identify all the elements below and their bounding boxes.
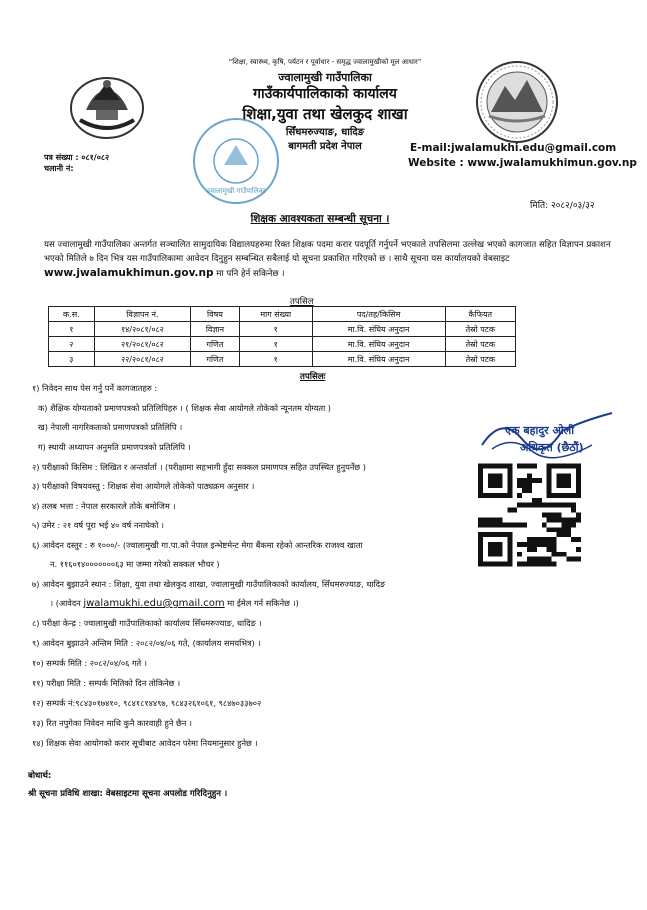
cc-label: बोधार्थ: [28, 771, 52, 781]
col-header: विज्ञापन नं. [94, 307, 190, 322]
term-item: २) परीक्षाको किसिम : लिखित र अन्तर्वार्ता । (परीक्षामा सहभागी हुँदा सक्कल प्रमाणपत्र सहित उपस्थित हुनुपर्नेछ ) [32, 462, 366, 472]
term-item: १२) सम्पर्क नं:९८४३०१७४१०, ९८४१८१४४९७, ९८४३२६१०६१, ९८४७०३३७०२ [32, 698, 262, 708]
table-cell: तेस्रो पटक [445, 352, 515, 367]
email-line-prefix: । (आवेदन [50, 598, 81, 608]
col-header: क.स. [49, 307, 95, 322]
table-cell: २ [49, 337, 95, 352]
cc-note: श्री सूचना प्रविधि शाखा: वेबसाइटमा सूचना अपलोड गरिदिनुहुन । [28, 789, 228, 799]
term-item: क) शैक्षिक योग्यताको प्रमाणपत्रको प्रतिलिपिहरु । ( शिक्षक सेवा आयोगले तोकेको न्यूनतम योग्यता ) [38, 403, 331, 413]
term-item: ५) उमेर : २१ वर्ष पूरा भई ४० वर्ष ननाघेको । [32, 520, 165, 530]
email-line-suffix: मा ईमेल गर्न सकिनेछ ।) [227, 598, 299, 608]
stamp-text: ज्वालामुखी गाउँपालिका [206, 187, 266, 195]
col-header: पद/तह/किसिम [312, 307, 445, 322]
municipality-name: ज्वालामुखी गाउँपालिका [278, 71, 372, 84]
application-email-link[interactable]: jwalamukhi.edu@gmail.com [83, 598, 225, 609]
vacancy-table [48, 306, 516, 367]
term-item: १३) रित नपुगेका निवेदन माथि कुनै कारवाही हुने छैन । [32, 718, 192, 728]
qr-code[interactable] [478, 462, 581, 568]
tapsil-heading: तपसिल [290, 297, 314, 307]
letter-number: पत्र संख्या : ०८१/०८२ [44, 153, 110, 162]
municipality-logo [475, 60, 559, 144]
col-header: विषय [191, 307, 240, 322]
table-cell: २१/२०८१/०८२ [94, 337, 190, 352]
table-cell: १ [239, 322, 312, 337]
table-cell: २२/२०८१/०८२ [94, 352, 190, 367]
table-cell: मा.वि. संघिय अनुदान [312, 337, 445, 352]
term-item: ग) स्थायी अध्यापन अनुमति प्रमाणपत्रको प्रतिलिपि । [38, 442, 191, 452]
table-cell: १४/२०८१/०८२ [94, 322, 190, 337]
table-cell: गणित [191, 352, 240, 367]
office-address: सिँधमरुज्याङ, धादिङ [285, 127, 365, 138]
table-cell: तेस्रो पटक [445, 322, 515, 337]
term-item: १०) सम्पर्क मिति : २०८२/०४/०६ गते । [32, 658, 147, 668]
intro-paragraph [44, 238, 612, 281]
header-email: E-mail:jwalamukhi.edu@gmail.com [410, 142, 617, 154]
term-item: ११) परीक्षा मिति : सम्पर्क मितिको दिन तोकिनेछ । [32, 678, 181, 688]
tapsil-terms-heading: तपसिलः [300, 372, 326, 382]
letter-date: मिति: २०८२/०३/३२ [530, 201, 595, 211]
motto: “शिक्षा, स्वास्थ्य, कृषि, पर्यटन र पूर्वाधार - समृद्ध ज्वालामुखीको मूल आधार” [228, 58, 422, 66]
term-item: ४) तलब भत्ता : नेपाल सरकारले तोके बमोजिम । [32, 501, 176, 511]
intro-website: www.jwalamukhimun.gov.np [44, 267, 214, 279]
col-header: कैफियत [445, 307, 515, 322]
table-cell: तेस्रो पटक [445, 337, 515, 352]
table-header-row [49, 307, 516, 322]
term-item: ८) परीक्षा केन्द्र : ज्वालामुखी गाउँपालिकाको कार्यालय सिँधमरुज्याङ, धादिङ । [32, 618, 262, 628]
notice-subject: शिक्षक आवश्यकता सम्बन्धी सूचना । [250, 213, 390, 225]
table-row [49, 337, 516, 352]
term-item: १४) शिक्षक सेवा आयोगको करार सूचीबाट आवेदन परेमा नियमानुसार हुनेछ । [32, 738, 258, 748]
dispatch-number: चलानी नं: [44, 164, 74, 173]
table-row [49, 322, 516, 337]
term-item: ६) आवेदन दस्तुर : रु १०००/- (ज्वालामुखी गा.पा.को नेपाल इन्भेष्टमेन्ट मेगा बैंकमा रहेको आन्तरिक राजश्व खाता [32, 540, 363, 550]
term-item: १) निवेदन साथ पेस गर्नु पर्ने कागजातहरु : [32, 383, 158, 393]
branch-name: शिक्षा,युवा तथा खेलकुद शाखा [242, 105, 408, 123]
term-item: ७) आवेदन बुझाउने स्थान : शिक्षा, युवा तथा खेलकुद शाखा, ज्वालामुखी गाउँपालिकाको कार्यालय, सिँधमरुज्याङ, धादिङ [32, 579, 386, 589]
table-cell: १ [49, 322, 95, 337]
table-cell: ३ [49, 352, 95, 367]
table-cell: मा.वि. संघिय अनुदान [312, 352, 445, 367]
term-item: ३) परीक्षाको विषयवस्तु : शिक्षक सेवा आयोगले तोकेको पाठ्यक्रम अनुसार । [32, 481, 255, 491]
office-name: गाउँकार्यपालिकाको कार्यालय [253, 86, 397, 102]
term-item: न. ११६०१४०००००००६३ मा जम्मा गरेको सक्कल भौचर ) [50, 559, 220, 569]
table-cell: १ [239, 352, 312, 367]
intro-tail: मा पनि हेर्न सकिनेछ । [216, 269, 285, 279]
table-cell: गणित [191, 337, 240, 352]
term-item: ९) आवेदन बुझाउने अन्तिम मिति : २०८२/०४/०६ गते, (कार्यालय समयभित्र) । [32, 638, 261, 648]
table-cell: १ [239, 337, 312, 352]
nepal-emblem-logo [66, 70, 148, 142]
table-cell: मा.वि. संघिय अनुदान [312, 322, 445, 337]
table-row [49, 352, 516, 367]
table-cell: विज्ञान [191, 322, 240, 337]
col-header: माग संख्या [239, 307, 312, 322]
header-website: Website : www.jwalamukhimun.gov.np [408, 157, 637, 169]
term-item: ख) नेपाली नागरिकताको प्रमाणपत्रको प्रतिलिपि । [38, 422, 183, 432]
province-name: बागमती प्रदेश नेपाल [288, 141, 362, 152]
signatory-name: एक बहादुर ओली [505, 424, 575, 437]
intro-text: यस ज्वालामुखी गाउँपालिका अन्तर्गत सञ्चालित सामुदायिक विद्यालयहरुमा रिक्त शिक्षक पदमा करार पदपूर्ति गर्नुपर्ने भएकाले तपसिलमा उल्लेख भएको कागजात सहित विज्ञापन प्रकाशन भएको मितिले ७ दिन भित्र यस गाउँपालिकामा आवेदन दिनुहुन सम्बन्धित सबैलाई यो सूचना प्रकाशित गरिएको छ । साथै सूचना यस कार्यालयको वेबसाइट [44, 240, 611, 264]
signatory-designation: अधिकृत (छैठौं) [520, 441, 584, 454]
email-line [50, 598, 299, 609]
